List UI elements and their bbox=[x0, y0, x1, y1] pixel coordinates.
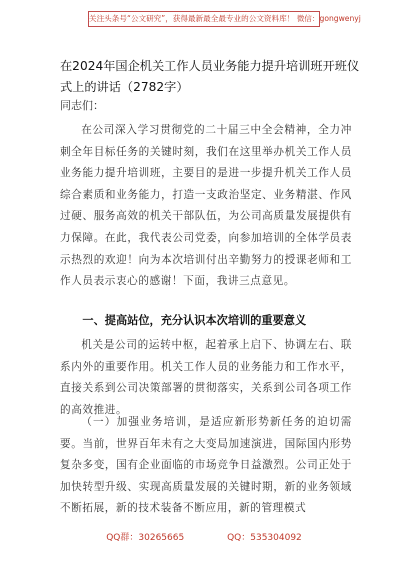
paragraph-body: 机关是公司的运转中枢，起着承上启下、协调左右、联系内外的重要作用。机关工作人员的业务能力和工作水平，直接关系到公司决策部署的贯彻落实，关系到公司各项工作的高效推进。 bbox=[60, 339, 352, 416]
paragraph-intro: 在公司深入学习贯彻党的二十届三中全会精神，全力冲刺全年目标任务的关键时刻，我们在这里举办机关工作人员业务能力提升培训班，主要目的是进一步提升机关工作人员综合素质和业务能力，打造一支政治坚定、业务精湛、作风过硬、服务高效的机关干部队伍，为公司高质量发展提供有力保障。在此，我代表公司党委，向参加培训的全体学员表示热烈的欢迎！向为本次培训付出辛勤努力的授课老师和工作人员表示衷心的感谢！下面，我讲三点意见。 bbox=[60, 124, 352, 288]
section-heading: 一、提高站位，充分认识本次培训的重要意义 bbox=[82, 314, 307, 327]
greeting: 同志们： bbox=[60, 99, 104, 112]
paragraph-subpoint: （一）加强业务培训，是适应新形势新任务的迫切需要。当前，世界百年未有之大变局加速演进，国际国内形势复杂多变，国有企业面临的市场竞争日益激烈。公司正处于加快转型升级、实现高质量发展的关键时期，新的业务领域不断拓展，新的技术装备不断应用，新的管理模式 bbox=[60, 416, 352, 515]
document-title: 在2024年国企机关工作人员业务能力提升培训班开班仪式上的讲话（2782字） bbox=[60, 59, 360, 94]
promo-banner: 关注头条号“公文研究”，获得最新最全最专业的公文资料库！ 微信：gongwenyj bbox=[88, 11, 320, 27]
footer-qq-group: QQ群：30265665 bbox=[106, 533, 185, 543]
footer-qq: QQ：535304092 bbox=[227, 533, 302, 543]
footer-contact bbox=[0, 531, 408, 545]
